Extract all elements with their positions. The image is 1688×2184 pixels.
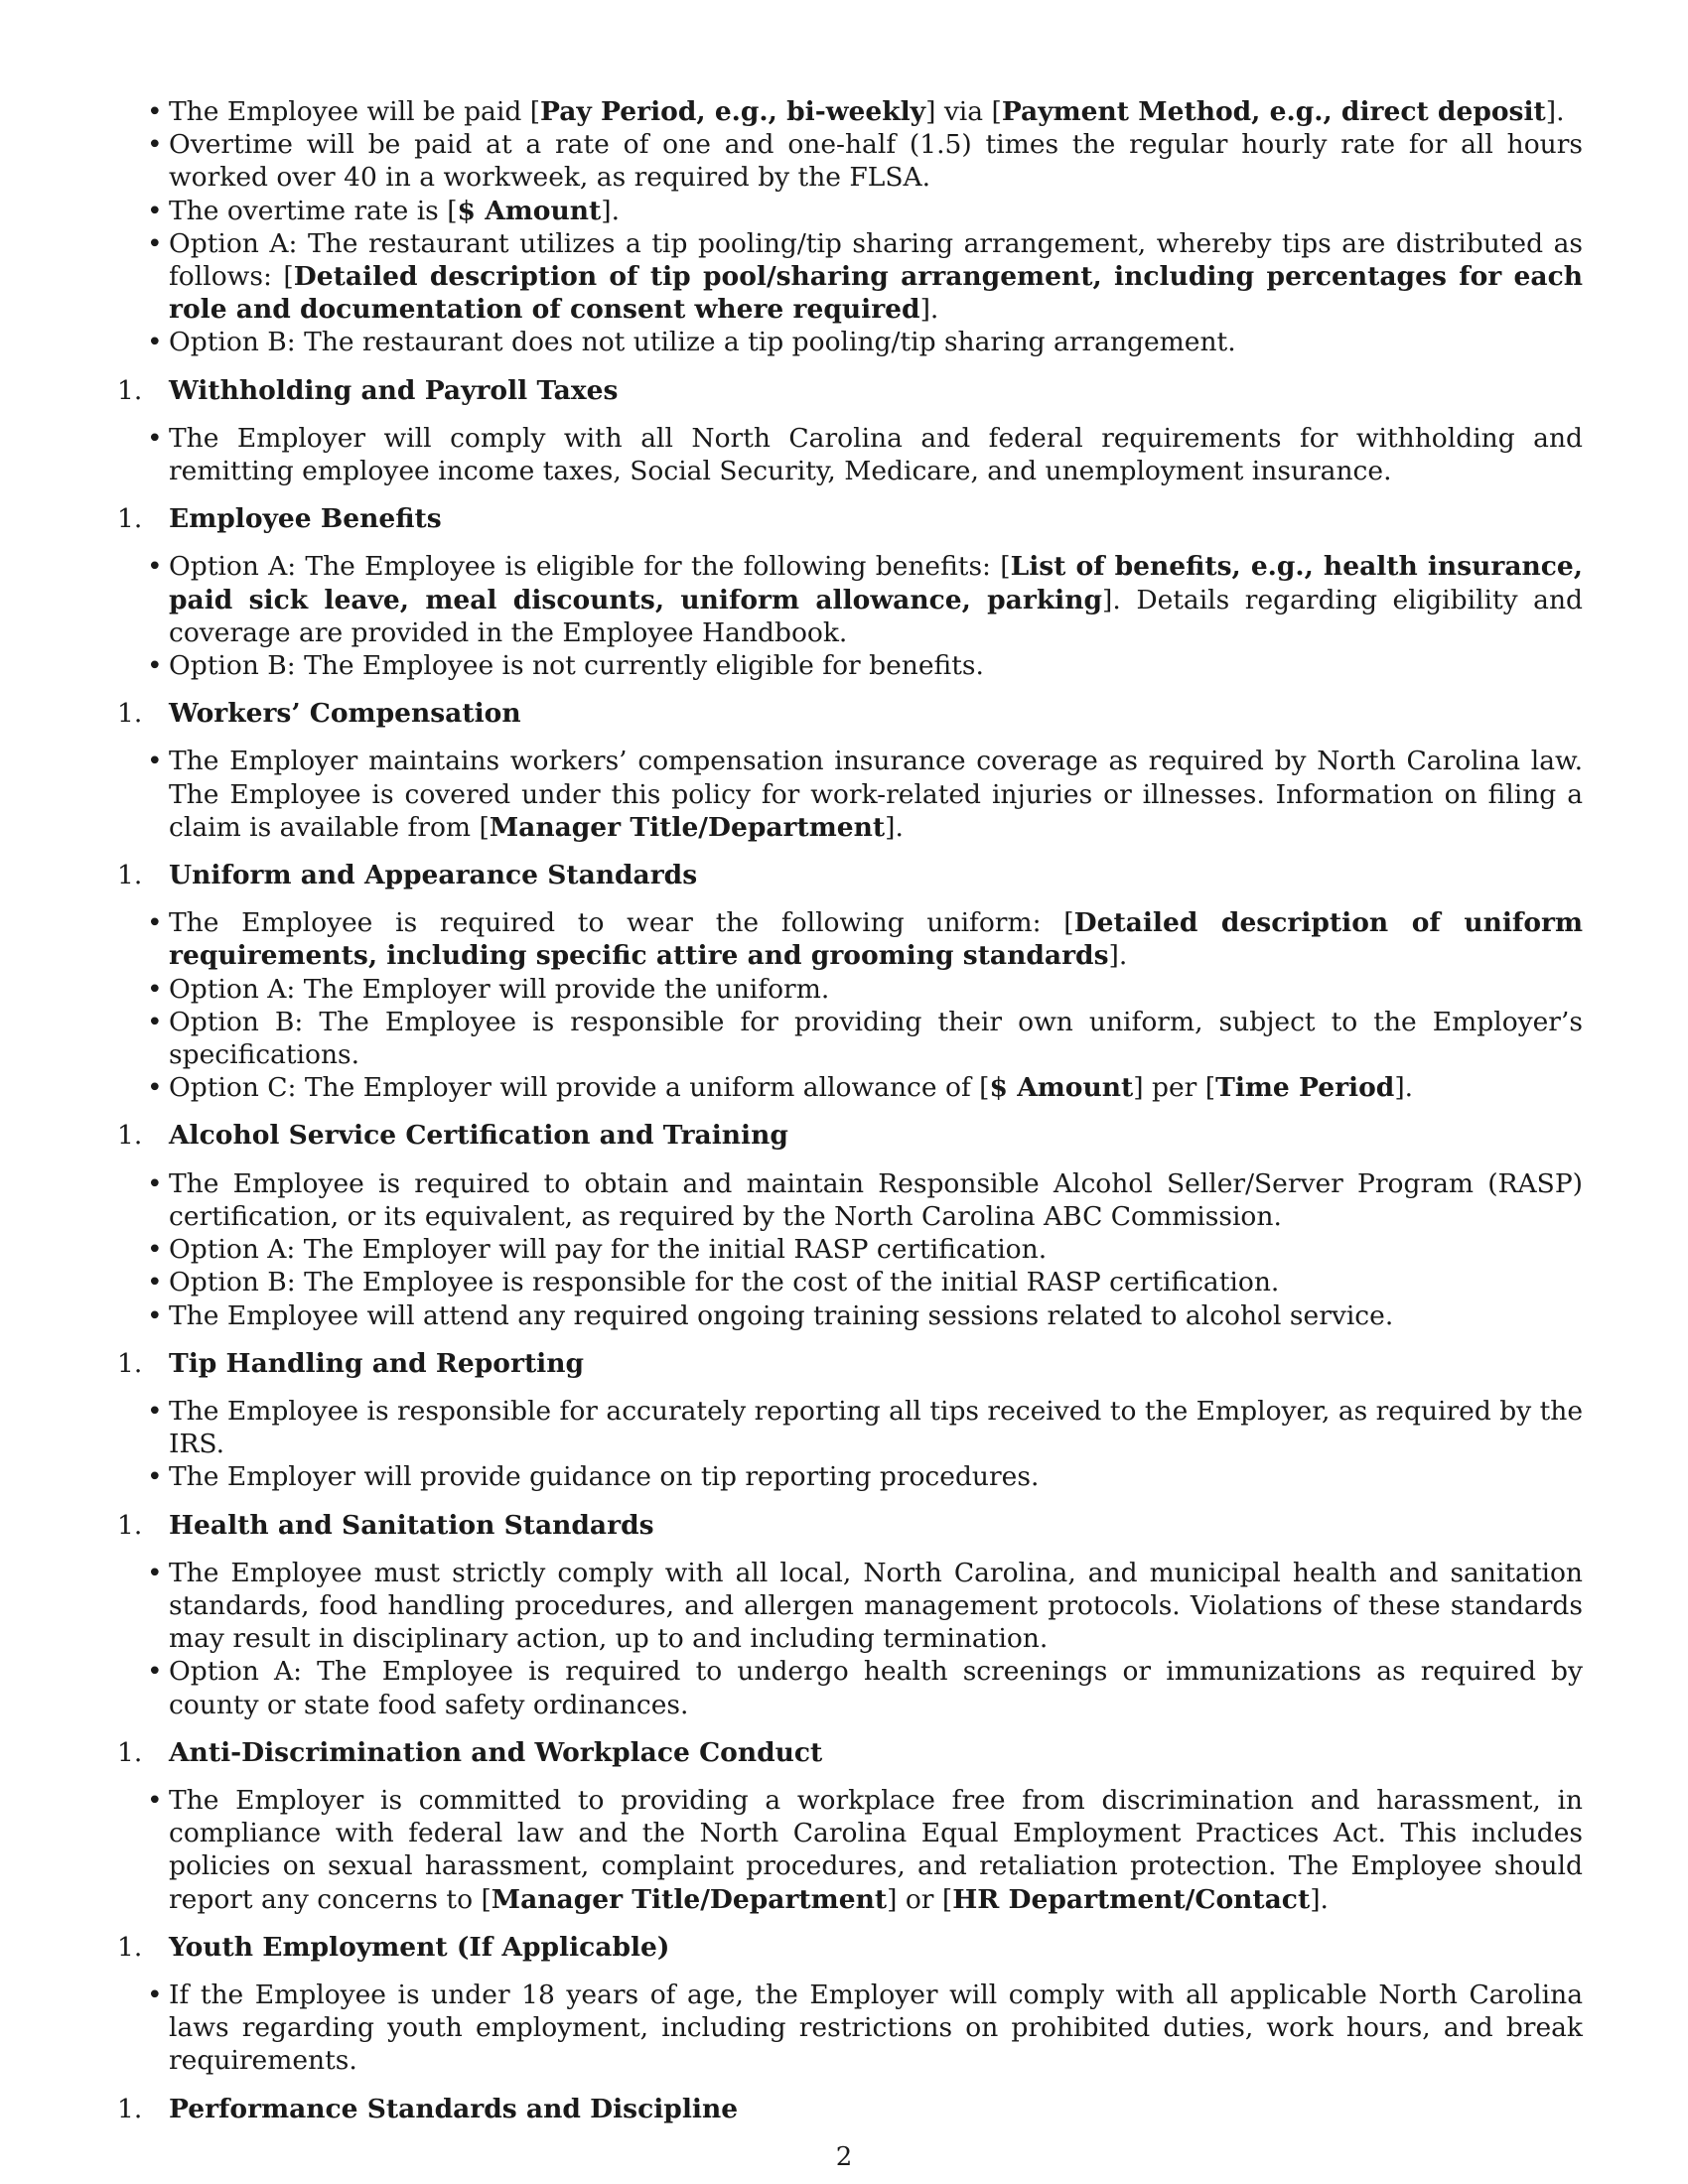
section-heading: [117, 2093, 1583, 2125]
bullet-list: [147, 906, 1583, 1104]
text-run: ].: [1310, 1883, 1329, 1915]
section-title: Workers’ Compensation: [169, 698, 521, 730]
text-run: The Employee is responsible for accurately reporting all tips received to the Employer, as required by the IRS.: [169, 1395, 1583, 1460]
text-run: ].: [919, 294, 939, 326]
text-run: ].: [601, 195, 621, 226]
text-run: ].: [1394, 1072, 1414, 1104]
section: [117, 502, 1583, 682]
list-item: [147, 1266, 1583, 1298]
list-item: [147, 1460, 1583, 1493]
list-item: [147, 227, 1583, 327]
text-run: Overtime will be paid at a rate of one and one-half (1.5) times the regular hourly rate for all hours worked over 40 in a workweek, as required by the FLSA.: [169, 129, 1583, 194]
section: [117, 1119, 1583, 1331]
bullet-list: [147, 550, 1583, 682]
section-number: 1.: [117, 1509, 143, 1541]
text-run: The Employee will attend any required ongoing training sessions related to alcohol service.: [169, 1299, 1394, 1331]
list-item: [147, 1071, 1583, 1104]
section-heading: [117, 374, 1583, 407]
section-title: Health and Sanitation Standards: [169, 1509, 654, 1541]
section-heading: [117, 859, 1583, 891]
bullet-list: [147, 1557, 1583, 1721]
bullet-list: [147, 745, 1583, 844]
text-run: The Employee is required to wear the following uniform: [: [169, 907, 1074, 939]
list-item: [147, 973, 1583, 1006]
section-heading: [117, 697, 1583, 730]
section-number: 1.: [117, 1120, 143, 1152]
list-item: [147, 1167, 1583, 1233]
placeholder-text: Pay Period, e.g., bi-weekly: [540, 96, 926, 127]
text-run: Option B: The Employee is responsible for the cost of the initial RASP certification.: [169, 1267, 1280, 1298]
list-item: [147, 1655, 1583, 1720]
intro-bullet-list: [147, 95, 1583, 359]
placeholder-text: Manager Title/Department: [489, 811, 886, 843]
bullet-list: [147, 422, 1583, 487]
section-number: 1.: [117, 1736, 143, 1768]
bullet-list: [147, 1395, 1583, 1494]
list-item: [147, 326, 1583, 358]
section: [117, 697, 1583, 844]
text-run: ] via [: [925, 96, 1002, 127]
text-run: The Employer will provide guidance on tip reporting procedures.: [169, 1461, 1040, 1493]
sections-container: [117, 374, 1583, 2125]
placeholder-text: Time Period: [1215, 1072, 1395, 1104]
section: [117, 2093, 1583, 2125]
section: [117, 1736, 1583, 1916]
section: [117, 1509, 1583, 1721]
section-number: 1.: [117, 1347, 143, 1379]
list-item: [147, 906, 1583, 972]
section-number: 1.: [117, 1931, 143, 1963]
placeholder-text: $ Amount: [457, 195, 602, 226]
section-number: 1.: [117, 698, 143, 730]
placeholder-text: List of benefits, e.g., health insurance, paid sick leave, meal discounts, uniform allowance, parking: [169, 551, 1583, 615]
text-run: Option A: The Employee is eligible for the following benefits: [: [169, 551, 1011, 583]
list-item: [147, 1557, 1583, 1656]
list-item: [147, 128, 1583, 194]
list-item: [147, 1299, 1583, 1332]
section-number: 1.: [117, 860, 143, 891]
section-title: Anti-Discrimination and Workplace Conduct: [169, 1736, 823, 1768]
list-item: [147, 550, 1583, 649]
section-title: Withholding and Payroll Taxes: [169, 374, 619, 406]
text-run: Option B: The restaurant does not utilize a tip pooling/tip sharing arrangement.: [169, 327, 1236, 358]
text-run: The Employee is required to obtain and maintain Responsible Alcohol Seller/Server Program (RASP) certification, or its equivalent, as required by the North Carolina ABC Commission.: [169, 1167, 1583, 1232]
section-heading: [117, 1119, 1583, 1152]
section-heading: [117, 502, 1583, 535]
section: [117, 1347, 1583, 1494]
section-heading: [117, 1509, 1583, 1542]
section: [117, 1931, 1583, 2078]
section-title: Youth Employment (If Applicable): [169, 1931, 670, 1963]
section-number: 1.: [117, 374, 143, 406]
text-run: The Employee will be paid [: [169, 96, 541, 127]
section-title: Uniform and Appearance Standards: [169, 860, 698, 891]
page-number: 2: [835, 2142, 853, 2172]
text-run: Option A: The Employee is required to undergo health screenings or immunizations as required by county or state food safety ordinances.: [169, 1656, 1583, 1720]
list-item: [147, 422, 1583, 487]
bullet-list: [147, 1979, 1583, 2078]
text-run: ].: [885, 811, 904, 843]
text-run: Option B: The Employee is not currently eligible for benefits.: [169, 650, 984, 682]
text-run: ].: [1108, 940, 1128, 972]
placeholder-text: Manager Title/Department: [491, 1883, 888, 1915]
list-item: [147, 195, 1583, 227]
section: [117, 374, 1583, 488]
list-item: [147, 95, 1583, 128]
list-item: [147, 1006, 1583, 1071]
text-run: ] per [: [1133, 1072, 1216, 1104]
section-title: Employee Benefits: [169, 503, 442, 535]
text-run: If the Employee is under 18 years of age, the Employer will comply with all applicable North Carolina laws regarding youth employment, including restrictions on prohibited duties, work hours, and break requirements.: [169, 1979, 1583, 2077]
placeholder-text: Detailed description of tip pool/sharing arrangement, including percentages for each role and documentation of consent where required: [169, 261, 1583, 326]
text-run: ]. Details regarding eligibility and coverage are provided in the Employee Handbook.: [169, 584, 1583, 648]
list-item: [147, 1979, 1583, 2078]
text-run: The overtime rate is [: [169, 195, 458, 226]
placeholder-text: Payment Method, e.g., direct deposit: [1001, 96, 1546, 127]
text-run: The Employee must strictly comply with all local, North Carolina, and municipal health and sanitation standards, food handling procedures, and allergen management protocols. Violations of these standards may result in disciplinary action, up to and including termination.: [169, 1557, 1583, 1655]
section-title: Tip Handling and Reporting: [169, 1347, 585, 1379]
section-title: Performance Standards and Discipline: [169, 2093, 739, 2124]
bullet-list: [147, 1784, 1583, 1916]
section-heading: [117, 1736, 1583, 1769]
section: [117, 859, 1583, 1104]
text-run: ] or [: [887, 1883, 953, 1915]
document-body: [117, 95, 1583, 2140]
text-run: The Employer is committed to providing a workplace free from discrimination and harassment, in compliance with federal law and the North Carolina Equal Employment Practices Act. This includes policies on sexual harassment, complaint procedures, and retaliation protection. The Employee should report any concerns to [: [169, 1784, 1583, 1915]
text-run: ].: [1545, 96, 1565, 127]
bullet-list: [147, 1167, 1583, 1332]
section-heading: [117, 1931, 1583, 1964]
placeholder-text: HR Department/Contact: [952, 1883, 1311, 1915]
section-number: 1.: [117, 2093, 143, 2124]
text-run: Option A: The restaurant utilizes a tip pooling/tip sharing arrangement, whereby tips are distributed as follows: [: [169, 227, 1583, 293]
text-run: Option B: The Employee is responsible for providing their own uniform, subject to the Employer’s specifications.: [169, 1006, 1583, 1071]
list-item: [147, 649, 1583, 682]
text-run: The Employer maintains workers’ compensation insurance coverage as required by North Carolina law. The Employee is covered under this policy for work-related injuries or illnesses. Information on filing a claim is available from [: [169, 746, 1583, 843]
text-run: The Employer will comply with all North Carolina and federal requirements for withholding and remitting employee income taxes, Social Security, Medicare, and unemployment insurance.: [169, 422, 1583, 487]
list-item: [147, 745, 1583, 844]
list-item: [147, 1233, 1583, 1266]
section-title: Alcohol Service Certification and Training: [169, 1120, 788, 1152]
text-run: Option C: The Employer will provide a uniform allowance of [: [169, 1072, 990, 1104]
text-run: Option A: The Employer will provide the uniform.: [169, 973, 830, 1005]
section-number: 1.: [117, 503, 143, 535]
section-heading: [117, 1347, 1583, 1380]
text-run: Option A: The Employer will pay for the initial RASP certification.: [169, 1234, 1048, 1266]
list-item: [147, 1784, 1583, 1916]
placeholder-text: Detailed description of uniform requirements, including specific attire and grooming standards: [169, 907, 1583, 972]
placeholder-text: $ Amount: [989, 1072, 1134, 1104]
list-item: [147, 1395, 1583, 1460]
